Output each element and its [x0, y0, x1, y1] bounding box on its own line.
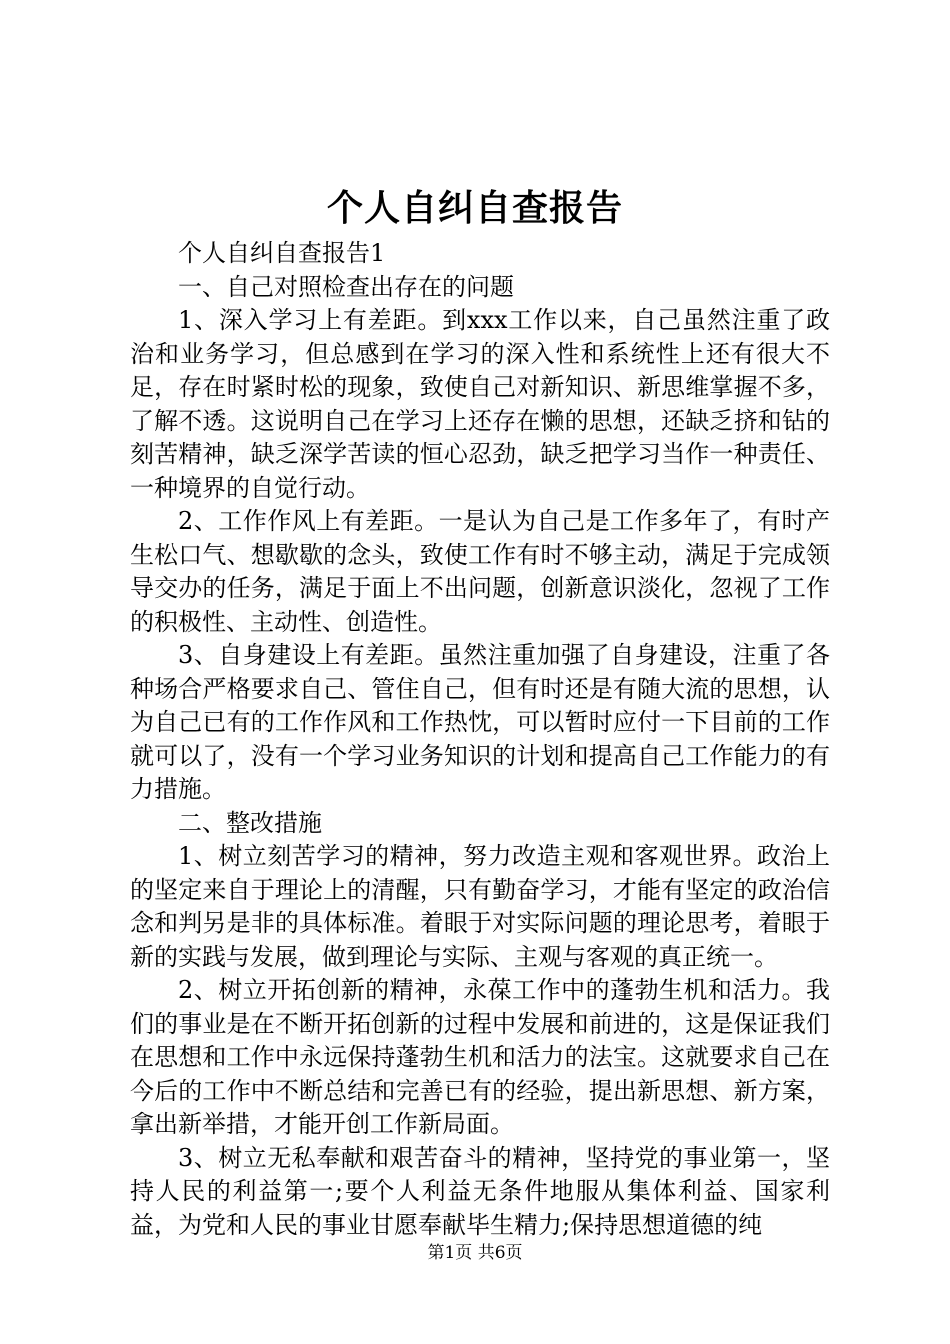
paragraph-measure-study: 1、树立刻苦学习的精神，努力改造主观和客观世界。政治上的坚定来自于理论上的清醒，只有勤奋学习，才能有坚定的政治信念和判另是非的具体标准。着眼于对实际问题的理论思考，着眼于新的实践与发展，做到理论与实际、主观与客观的真正统一。 [130, 842, 830, 971]
document-body [130, 237, 830, 1242]
section-heading-problems: 一、自己对照检查出存在的问题 [178, 272, 514, 301]
paragraph-self-building-gap: 3、自身建设上有差距。虽然注重加强了自身建设，注重了各种场合严格要求自己、管住自己，但有时还是有随大流的思想，认为自己已有的工作作风和工作热忱，可以暂时应付一下目前的工作就可以了，没有一个学习业务知识的计划和提高自己工作能力的有力措施。 [130, 641, 830, 803]
paragraph-measure-dedication: 3、树立无私奉献和艰苦奋斗的精神，坚持党的事业第一，坚持人民的利益第一;要个人利益无条件地服从集体利益、国家利益，为党和人民的事业甘愿奉献毕生精力;保持思想道德的纯 [130, 1143, 830, 1239]
page-number-footer: 第1页 共6页 [427, 1243, 523, 1263]
section-heading-measures: 二、整改措施 [178, 808, 322, 837]
paragraph-measure-innovation: 2、树立开拓创新的精神，永葆工作中的蓬勃生机和活力。我们的事业是在不断开拓创新的过程中发展和前进的，这是保证我们在思想和工作中永远保持蓬勃生机和活力的法宝。这就要求自己在今后的工作中不断总结和完善已有的经验，提出新思想、新方案，拿出新举措，才能开创工作新局面。 [130, 976, 830, 1138]
paragraph-report-heading: 个人自纠自查报告1 [178, 239, 386, 267]
paragraph-work-style-gap: 2、工作作风上有差距。一是认为自己是工作多年了，有时产生松口气、想歇歇的念头，致使工作有时不够主动，满足于完成领导交办的任务，满足于面上不出问题，创新意识淡化，忽视了工作的积极性、主动性、创造性。 [130, 507, 830, 636]
paragraph-study-gap: 1、深入学习上有差距。到xxx工作以来，自己虽然注重了政治和业务学习，但总感到在学习的深入性和系统性上还有很大不足，存在时紧时松的现象，致使自己对新知识、新思维掌握不多，了解不透。这说明自己在学习上还存在懒的思想，还缺乏挤和钻的刻苦精神，缺乏深学苦读的恒心忍劲，缺乏把学习当作一种责任、一种境界的自觉行动。 [130, 306, 830, 502]
document-title: 个人自纠自查报告 [326, 187, 623, 229]
